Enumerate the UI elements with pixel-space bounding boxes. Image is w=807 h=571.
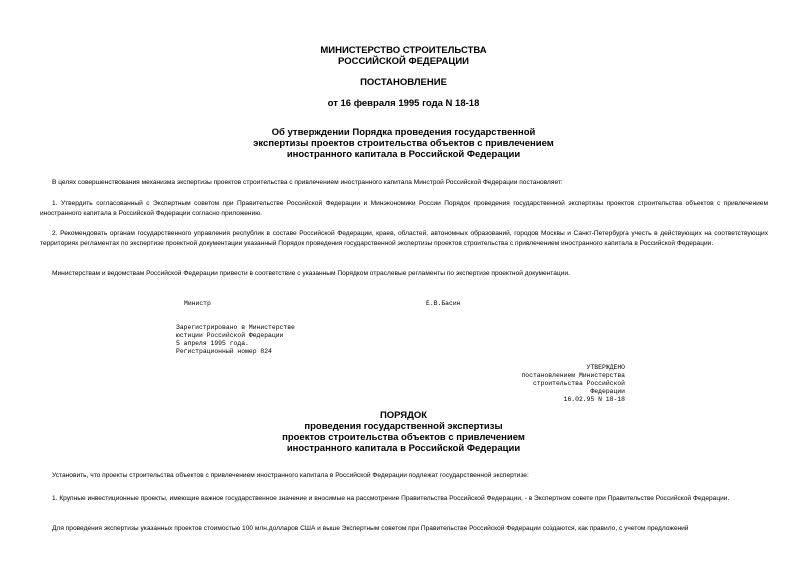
ministry-line2: РОССИЙСКОЙ ФЕДЕРАЦИИ <box>337 56 469 67</box>
registration-line4: Регистрационный номер 824 <box>176 348 272 355</box>
paragraph-2 <box>40 229 768 248</box>
order-paragraph-1 <box>40 494 768 504</box>
order-title: ПОРЯДОК <box>379 410 428 421</box>
order-paragraph-intro <box>40 471 768 481</box>
title-line2: экспертизы проектов строительства объектов с привлечением <box>253 138 554 149</box>
order-paragraph-2 <box>40 524 768 534</box>
registration-line1: Зарегистрировано в Министерстве <box>176 324 295 331</box>
date-number: от 16 февраля 1995 года N 18-18 <box>327 98 480 109</box>
title-line1: Об утверждении Порядка проведения государственной <box>271 127 536 138</box>
approved-line3: строительства Российской <box>532 380 625 387</box>
paragraph-3 <box>40 269 768 279</box>
paragraph-preamble <box>40 178 768 188</box>
registration-line2: юстиции Российской Федерации <box>176 332 284 339</box>
paragraph-text: 2. Рекомендовать органам государственного управления республик в составе Российской Федерации, краев, областей, автономных образований, городов Москвы и Санкт-Петербурга учесть в действующих на соответствующих территориях регламентах по экспертизе проектной документации указанный Порядок проведения государственной экспертизы проектов строительства с привлечением иностранного капитала в Российской Федерации. <box>40 230 768 247</box>
paragraph-text: 1. Крупные инвестиционные проекты, имеющие важное государственное значение и вносимые на рассмотрение Правительства Российской Федерации, - в Экспертном совете при Правительстве Российской Федерации. <box>52 495 730 502</box>
order-line1: проведения государственной экспертизы <box>304 421 503 432</box>
paragraph-text: В целях совершенствования механизма экспертизы проектов строительства с привлечением иностранного капитала Минстрой Российской Федерации постановляет: <box>52 179 563 186</box>
paragraph-text: 1. Утвердить согласованный с Экспертным советом при Правительстве Российской Федерации и Минэкономики России Порядок проведения государственной экспертизы проектов строительства объектов с привлечением иностранного капитала в Российской Федерации согласно приложению. <box>40 200 768 217</box>
ministry-line1: МИНИСТЕРСТВО СТРОИТЕЛЬСТВА <box>320 45 487 56</box>
approved-line1: УТВЕРЖДЕНО <box>586 364 625 371</box>
approved-line2: постановлением Министерства <box>521 372 625 379</box>
paragraph-text: Для проведения экспертизы указанных проектов стоимостью 100 млн.долларов США и выше Экспертным советом при Правительстве Российской Федерации создаются, как правило, с учетом предложений <box>52 525 689 532</box>
approved-line5: 16.02.95 N 18-18 <box>563 396 625 403</box>
order-line2: проектов строительства объектов с привлечением <box>282 432 525 443</box>
signature-role: Министр <box>184 300 211 307</box>
signature-name: Е.В.Басин <box>426 300 461 307</box>
registration-line3: 5 апреля 1995 года. <box>176 340 249 347</box>
order-line3: иностранного капитала в Российской Федерации <box>286 443 521 454</box>
paragraph-text: Установить, что проекты строительства объектов с привлечением иностранного капитала в Российской Федерации подлежат государственной экспертизе: <box>52 472 529 479</box>
paragraph-1 <box>40 199 768 218</box>
paragraph-text: Министерствам и ведомствам Российской Федерации привести в соответствие с указанным Порядком отраслевые регламенты по экспертизе проектной документации. <box>52 270 570 277</box>
title-line3: иностранного капитала в Российской Федерации <box>286 149 521 160</box>
approved-line4: Федерации <box>590 388 625 395</box>
doc-type: ПОСТАНОВЛЕНИЕ <box>360 77 447 88</box>
